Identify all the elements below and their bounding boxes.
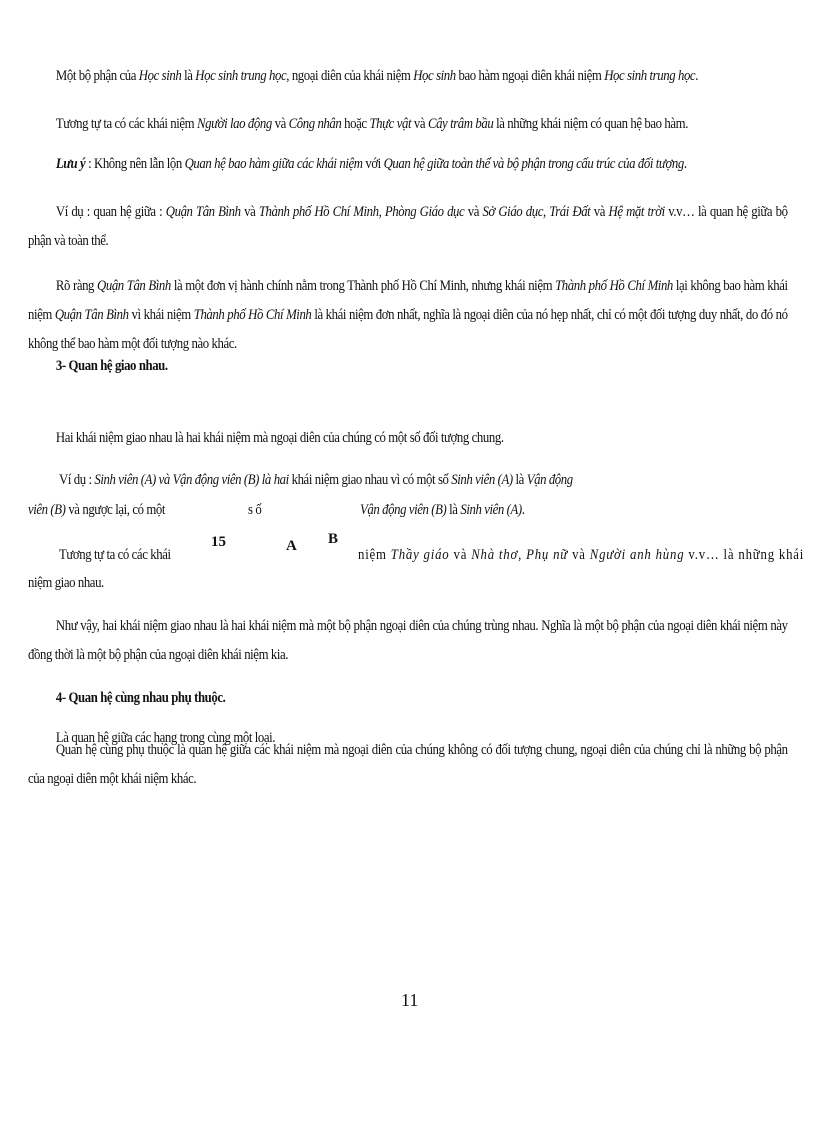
text-run: Hai khái niệm giao nhau là hai khái niệm mà ngoại diên của chúng có một số đối tượng chung. — [55, 430, 504, 446]
example-line-2a — [28, 500, 165, 520]
text-run: Ví dụ : quan hệ giữa : — [55, 204, 166, 220]
text-run: v.v… là những khái — [684, 547, 805, 563]
text-run: Quận Tân Bình — [54, 307, 129, 323]
paragraph-luu-y — [28, 150, 788, 179]
text-run: Học sinh trung học — [604, 68, 696, 84]
text-run: vì khái niệm — [128, 307, 194, 323]
similar-line-rest — [358, 545, 804, 565]
text-run: Sở Giáo dục, Trái Đất — [482, 204, 591, 220]
text-run: Sinh viên (A) và Vận động viên (B) là hai — [94, 472, 289, 488]
text-run: Quan hệ giữa toàn thể và bộ phận trong cấu trúc của đối tượng — [383, 156, 684, 172]
text-run: khái niệm giao nhau vì có một số — [288, 472, 452, 488]
text-run: . — [683, 156, 687, 172]
text-run: lại không bao hàm khái niệm — [28, 278, 788, 323]
text-run: . — [695, 68, 698, 84]
text-run: Học sinh trung học — [195, 68, 287, 84]
text-run: và — [590, 204, 609, 220]
text-run: bao hàm ngoại diên khái niệm — [455, 68, 605, 84]
paragraph-ro-rang — [28, 272, 788, 359]
text-run: Công nhân — [288, 116, 342, 132]
text-run: Một bộ phận của — [55, 68, 139, 84]
text-run: Ví dụ : — [59, 472, 95, 488]
paragraph-cung-phu-thuoc — [28, 736, 788, 794]
text-run: là — [446, 502, 461, 518]
text-run: , ngoại diên của khái niệm — [286, 68, 414, 84]
page-number: 11 — [401, 990, 419, 1010]
text-run: hoặc — [341, 116, 370, 132]
text-run: Thành phố Hồ Chí Minh — [555, 278, 673, 294]
text-run: Người anh hùng — [589, 547, 685, 563]
text-run: Người lao động — [197, 116, 272, 132]
text-run: Thành phố Hồ Chí Minh — [193, 307, 312, 323]
paragraph-vi-du-toan-the — [28, 198, 788, 256]
text-run: Hệ mặt trời — [608, 204, 665, 220]
heading-cung-nhau-phu-thuoc: 4- Quan hệ cùng nhau phụ thuộc. — [55, 690, 226, 706]
text-run: Sinh viên (A) — [451, 472, 513, 488]
text-run: và ngược lại, có một — [65, 502, 166, 518]
diagram-label-a: A — [286, 538, 297, 554]
paragraph-nhu-vay — [28, 612, 788, 670]
text-run: Vận động viên (B) — [360, 502, 447, 518]
text-run: và — [411, 116, 428, 132]
text-run: Nhà thơ, Phụ nữ — [471, 547, 569, 563]
heading-quan-he-giao-nhau: 3- Quan hệ giao nhau. — [55, 358, 168, 374]
text-run: Như vậy, hai khái niệm giao nhau là hai khái niệm mà một bộ phận ngoại diên của chúng trùng nhau. Nghĩa là một bộ phận của ngoại diên khái niệm này đồng thời là một bộ phận của ngoại diên khái niệm kia. — [28, 618, 788, 663]
text-run: là — [181, 68, 196, 84]
paragraph-giao-nhau-def — [28, 424, 788, 453]
example-line-2c — [360, 500, 525, 520]
text-run: viên (B) — [28, 502, 66, 518]
text-run: với — [362, 156, 384, 172]
text-run: Là quan hệ giữa các hạng trong cùng một loại. — [55, 730, 276, 746]
text-run: Quận Tân Bình — [165, 204, 241, 220]
paragraph-hoc-sinh — [28, 62, 788, 91]
text-run: niệm — [358, 547, 391, 563]
example-line-1 — [59, 470, 573, 490]
text-run: Thành phố Hồ Chí Minh, Phòng Giáo dục — [258, 204, 465, 220]
diagram-label-15: 15 — [211, 534, 226, 550]
text-run: Thầy giáo — [390, 547, 450, 563]
text-run: và — [568, 547, 590, 563]
text-run: Tương tự ta có các khái niệm — [55, 116, 198, 132]
text-run: v.v… là quan hệ giữa bộ phận và toàn thể. — [28, 204, 788, 249]
text-run: Học sinh — [413, 68, 456, 84]
text-run: Thực vật — [369, 116, 412, 132]
text-run: là những khái niệm có quan hệ bao hàm. — [493, 116, 688, 132]
example-line-2b: s ố — [248, 502, 262, 518]
text-run: Cây trâm bầu — [427, 116, 494, 132]
text-run: Học sinh — [138, 68, 182, 84]
text-run: là một đơn vị hành chính nằm trong Thành phố Hồ Chí Minh, nhưng khái niệm — [170, 278, 556, 294]
similar-line-2: niệm giao nhau. — [28, 575, 104, 591]
text-run: . — [521, 502, 525, 518]
similar-line-start: Tương tự ta có các khái — [59, 547, 171, 563]
text-run: Quan hệ bao hàm giữa các khái niệm — [184, 156, 363, 172]
text-run: và — [240, 204, 259, 220]
text-run: Vận động — [526, 472, 573, 488]
diagram-label-b: B — [328, 531, 339, 547]
text-run: : Không nên lẫn lộn — [85, 156, 185, 172]
text-run: Sinh viên (A) — [460, 502, 522, 518]
text-run: và — [464, 204, 483, 220]
paragraph-tuong-tu-bao-ham — [28, 110, 788, 139]
text-run: là — [512, 472, 527, 488]
text-run: và — [271, 116, 289, 132]
text-run: Quận Tân Bình — [97, 278, 171, 294]
text-run: Quan hệ cùng phụ thuộc là quan hệ giữa các khái niệm mà ngoại diên của chúng không có đối tượng chung, ngoại diên của chúng chỉ là những bộ phận của ngoại diên một khái niệm khác. — [28, 742, 788, 787]
text-run: là khái niệm đơn nhất, nghĩa là ngoại diên của nó hẹp nhất, chỉ có một đối tượng duy nhất, do đó nó không thể bao hàm một đối tượng nào khác. — [28, 307, 788, 352]
text-run: Lưu ý — [55, 156, 86, 172]
text-run: và — [449, 547, 472, 563]
text-run: Rõ ràng — [55, 278, 98, 294]
